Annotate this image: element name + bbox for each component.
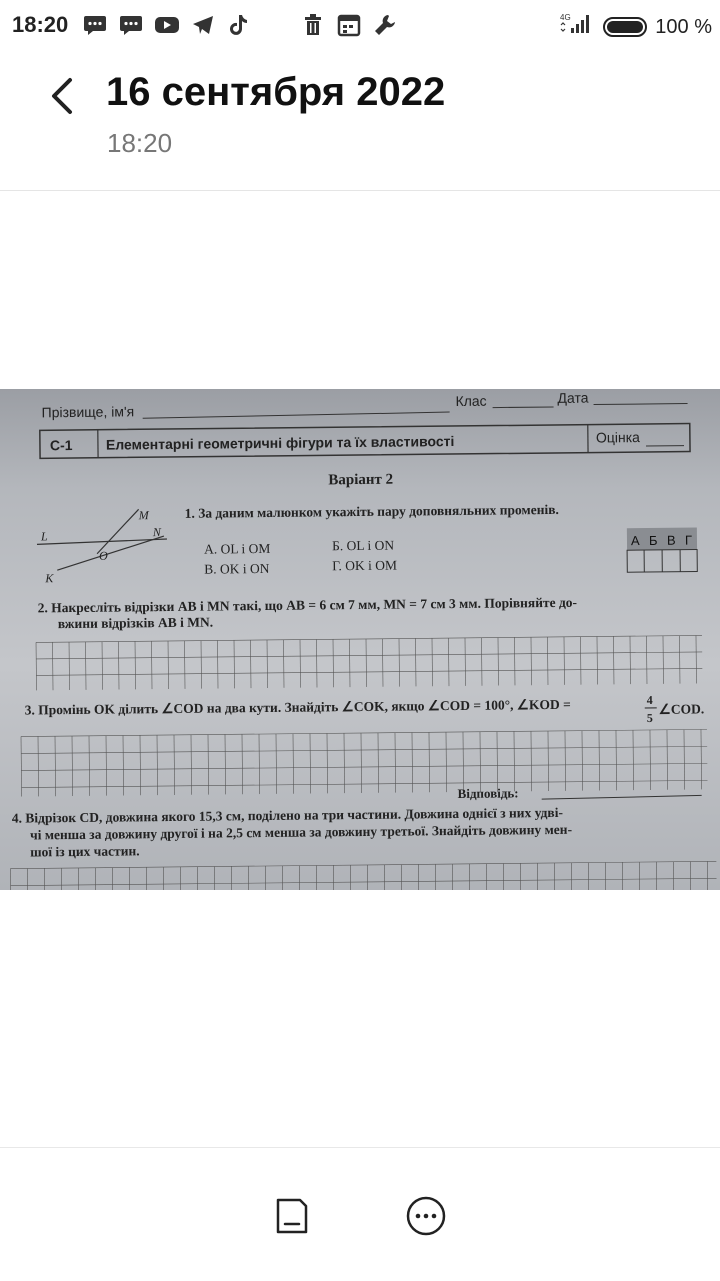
answer-letter-v: В (667, 533, 676, 548)
wrench-icon (372, 13, 398, 37)
grid-line (366, 639, 367, 687)
grid-line (448, 638, 449, 686)
question-2-line2: вжини відрізків AB і MN. (58, 615, 213, 632)
grid-line (333, 639, 334, 687)
grid-line (11, 878, 717, 885)
rays-figure (37, 508, 168, 585)
grid-line (69, 642, 70, 690)
answer-letter-g: Г (685, 533, 692, 548)
grid-line (86, 642, 87, 690)
grid-line (135, 641, 136, 689)
grid-line (630, 636, 631, 684)
figure-label-o: O (99, 549, 108, 563)
grid-line (284, 640, 285, 688)
status-bar (0, 0, 720, 52)
trash-icon (300, 13, 326, 37)
grid-q3 (21, 729, 708, 796)
message-icon (118, 13, 144, 37)
grid-line (201, 641, 202, 689)
question-4-line3: шої із цих частин. (30, 843, 140, 859)
variant-title: Варіант 2 (328, 472, 393, 489)
network-type: 4G (560, 13, 571, 22)
status-time: 18:20 (12, 12, 68, 38)
grid-line (36, 652, 702, 659)
grid-line (514, 637, 515, 685)
grid-line (613, 636, 614, 684)
grid-line (580, 637, 581, 685)
grid-line (399, 639, 400, 687)
grid-line (498, 638, 499, 686)
grid-line (696, 635, 697, 683)
question-4-line1: 4. Відрізок CD, довжина якого 15,3 см, поділено на три частини. Довжина однієї з них удві- (12, 805, 563, 826)
grid-line (465, 638, 466, 686)
worksheet-image (0, 389, 720, 890)
battery-percent: 100 % (655, 16, 712, 39)
grid-line (267, 640, 268, 688)
grid-line (432, 638, 433, 686)
grid-line (531, 637, 532, 685)
grid-line (36, 635, 702, 642)
date-label: Дата (557, 390, 588, 406)
grid-line (234, 640, 235, 688)
q3-fraction-denominator: 5 (647, 711, 653, 725)
q3-fraction-numerator: 4 (647, 693, 653, 707)
telegram-icon (190, 13, 216, 37)
tiktok-icon (226, 13, 252, 37)
grid-line (168, 641, 169, 689)
grid-line (382, 639, 383, 687)
grade-label: Оцінка (596, 429, 640, 445)
answer-letter-a: А (631, 533, 640, 548)
grid-line (564, 637, 565, 685)
grid-line (350, 639, 351, 687)
message-icon (82, 13, 108, 37)
worksheet-topic: Елементарні геометричні фігури та їх властивості (106, 433, 455, 453)
figure-label-m: M (138, 508, 150, 522)
worksheet-code: С-1 (50, 437, 73, 453)
grid-line (218, 640, 219, 688)
grid-line (317, 639, 318, 687)
grid-line (547, 637, 548, 685)
question-1: 1. За даним малюнком укажіть пару доповняльних променів. (185, 502, 559, 521)
grid-line (53, 642, 54, 690)
grid-line (597, 637, 598, 685)
grid-line (663, 636, 664, 684)
question-2-line1: 2. Накресліть відрізки AB і MN такі, що AB = 6 см 7 мм, MN = 7 см 3 мм. Порівняйте до- (38, 595, 578, 616)
figure-label-l: L (40, 529, 48, 543)
signal-icon (559, 12, 595, 42)
system-status (559, 12, 712, 42)
q3-end: ∠COD. (659, 701, 705, 716)
grid-line (481, 638, 482, 686)
figure-label-k: K (44, 571, 54, 585)
grid-q4 (10, 861, 716, 890)
page-title: 16 сентября 2022 (106, 70, 445, 115)
note-icon[interactable] (270, 1194, 314, 1238)
grid-line (152, 641, 153, 689)
app-icons (300, 13, 398, 37)
battery-level (607, 21, 643, 33)
grid-line (119, 642, 120, 690)
answer-grid (627, 527, 697, 572)
bottom-toolbar (0, 1147, 720, 1281)
grid-line (679, 636, 680, 684)
more-icon[interactable] (404, 1194, 448, 1238)
grid-line (251, 640, 252, 688)
grid-line (10, 861, 716, 868)
back-arrow-icon[interactable] (44, 74, 84, 118)
name-label: Прізвище, ім'я (42, 403, 135, 420)
question-4-line2: чі менша за довжину другої і на 2,5 см менша за довжину третьої. Знайдіть довжину мен- (30, 822, 572, 843)
viewer-header (0, 52, 720, 191)
grid-line (21, 746, 707, 753)
grid-q2 (36, 635, 702, 690)
grid-line (36, 642, 37, 690)
figure-label-n: N (152, 525, 162, 539)
grid-line (415, 638, 416, 686)
grid-line (102, 642, 103, 690)
q1-option-v: В. OK і ON (204, 561, 270, 577)
grid-line (36, 668, 702, 675)
answer-label: Відповідь: (458, 785, 519, 801)
worksheet-photo[interactable] (0, 389, 720, 890)
page-subtitle: 18:20 (107, 128, 172, 159)
notification-icons (82, 13, 252, 37)
grid-line (22, 780, 708, 787)
grid-line (21, 763, 707, 770)
battery-icon (603, 17, 647, 37)
q1-option-a: А. OL і OM (204, 541, 270, 557)
class-label: Клас (455, 393, 486, 409)
grid-line (21, 729, 707, 736)
q1-option-b: Б. OL і ON (332, 538, 394, 554)
grid-line (185, 641, 186, 689)
calendar-icon (336, 13, 362, 37)
grid-line (300, 640, 301, 688)
q1-option-g: Г. OK і OM (332, 558, 397, 574)
answer-letter-b: Б (649, 533, 658, 548)
youtube-icon (154, 13, 180, 37)
question-3: 3. Промінь OK ділить ∠COD на два кути. Знайдіть ∠COK, якщо ∠COD = 100°, ∠KOD = (25, 697, 571, 718)
grid-line (646, 636, 647, 684)
